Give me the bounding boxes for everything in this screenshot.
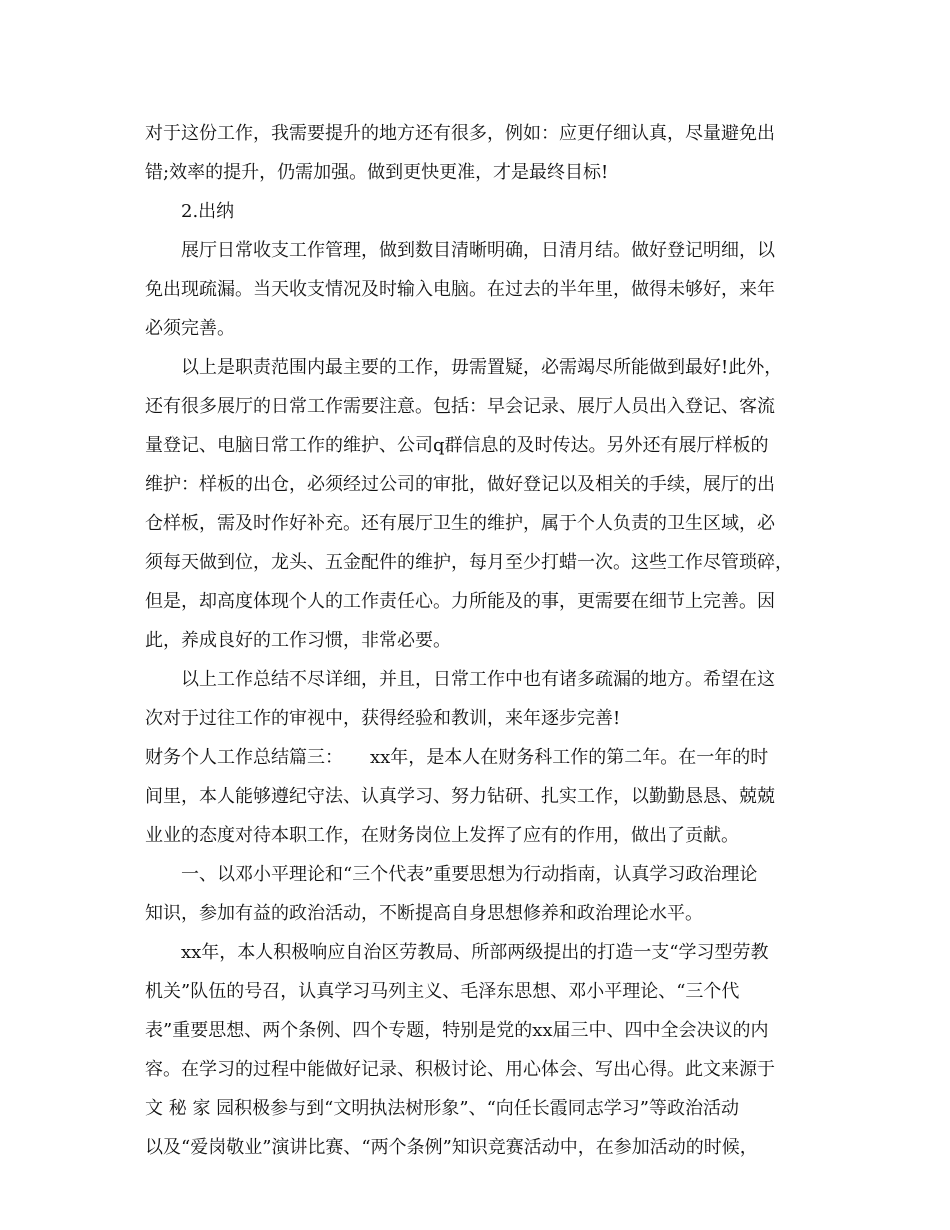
text-line: 对于这份工作，我需要提升的地方还有很多，例如：应更仔细认真，尽量避免出 [145,123,775,144]
text-line: 以及“爱岗敬业”演讲比赛、“两个条例”知识竞赛活动中，在参加活动的时候， [145,1137,758,1158]
text-line: 量登记、电脑日常工作的维护、公司q群信息的及时传达。另外还有展厅样板的 [145,435,769,456]
text-line: 机关”队伍的号召，认真学习马列主义、毛泽东思想、邓小平理论、“三个代 [145,981,740,1002]
text-line: 必须完善。 [145,318,235,339]
text-line: 此，养成良好的工作习惯，非常必要。 [145,630,451,651]
document-body [145,114,807,1167]
text-line: 知识，参加有益的政治活动，不断提高自身思想修养和政治理论水平。 [145,903,703,924]
text-line: 以上是职责范围内最主要的工作，毋需置疑，必需竭尽所能做到最好!此外， [181,357,783,378]
text-line: 业业的态度对待本职工作，在财务岗位上发挥了应有的作用，做出了贡献。 [145,825,739,846]
text-line: 表”重要思想、两个条例、四个专题，特别是党的xx届三中、四中全会决议的内 [145,1020,769,1041]
text-line: 间里，本人能够遵纪守法、认真学习、努力钻研、扎实工作，以勤勤恳恳、兢兢 [145,786,775,807]
text-line: 以上工作总结不尽详细，并且，日常工作中也有诸多疏漏的地方。希望在这 [181,669,775,690]
text-line: 仓样板，需及时作好补充。还有展厅卫生的维护，属于个人负责的卫生区域，必 [145,513,775,534]
text-line: 展厅日常收支工作管理，做到数目清晰明确，日清月结。做好登记明细，以 [181,240,775,261]
section-heading: 2.出纳 [181,201,235,222]
text-line: 次对于过往工作的审视中，获得经验和教训，来年逐步完善! [145,708,621,729]
text-line: 还有很多展厅的日常工作需要注意。包括：早会记录、展厅人员出入登记、客流 [145,396,775,417]
article-title-line: 财务个人工作总结篇三： xx年，是本人在财务科工作的第二年。在一年的时 [145,747,769,768]
text-line: 但是，却高度体现个人的工作责任心。力所能及的事，更需要在细节上完善。因 [145,591,775,612]
text-line: 容。在学习的过程中能做好记录、积极讨论、用心体会、写出心得。此文来源于 [145,1059,775,1080]
text-line: 错;效率的提升，仍需加强。做到更快更准，才是最终目标! [145,162,609,183]
text-line: 须每天做到位，龙头、五金配件的维护，每月至少打蜡一次。这些工作尽管琐碎， [145,552,793,573]
text-line: 免出现疏漏。当天收支情况及时输入电脑。在过去的半年里，做得未够好，来年 [145,279,775,300]
text-line: 文 秘 家 园积极参与到“文明执法树形象”、“向任长霞同志学习”等政治活动 [145,1098,739,1119]
text-line: xx年，本人积极响应自治区劳教局、所部两级提出的打造一支“学习型劳教 [181,942,769,963]
text-line: 维护：样板的出仓，必须经过公司的审批，做好登记以及相关的手续，展厅的出 [145,474,775,495]
text-line: 一、以邓小平理论和“三个代表”重要思想为行动指南，认真学习政治理论 [181,864,758,885]
